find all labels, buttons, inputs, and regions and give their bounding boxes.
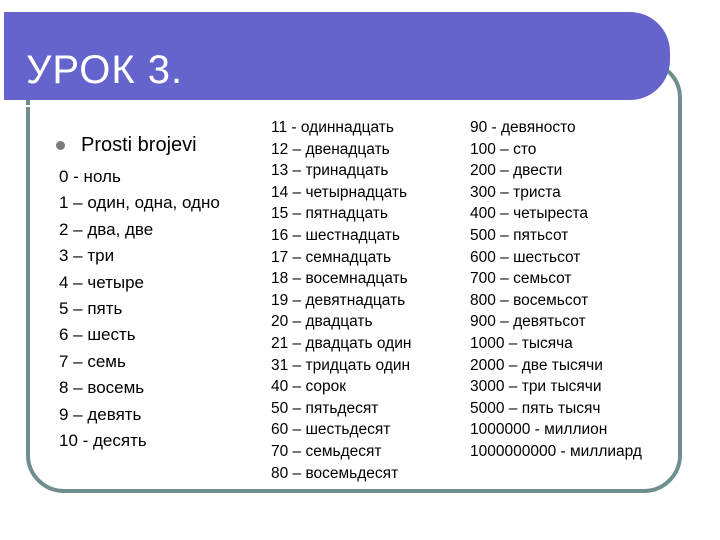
number-item: 31 – тридцать один <box>271 356 411 374</box>
number-item: 2 – два, две <box>59 219 154 239</box>
number-item: 6 – шесть <box>59 325 136 345</box>
number-item: 14 – четырнадцать <box>271 183 408 201</box>
number-item: 13 – тринадцать <box>271 162 389 180</box>
number-item: 7 – семь <box>59 351 126 371</box>
number-item: 0 - ноль <box>59 167 121 186</box>
number-item: 700 – семьсот <box>470 270 572 288</box>
number-item: 80 – восемьдесят <box>271 464 399 482</box>
number-item: 12 – двенадцать <box>271 140 390 158</box>
number-item: 9 – девять <box>59 404 142 424</box>
number-item: 200 – двести <box>470 162 563 180</box>
number-item: 17 – семнадцать <box>271 248 392 266</box>
number-item: 800 – восемьсот <box>470 291 589 309</box>
bullet-icon <box>56 141 65 150</box>
number-item: 18 – восемнадцать <box>271 270 408 288</box>
number-item: 1000000000 - миллиард <box>470 442 642 460</box>
number-item: 1 – один, одна, одно <box>59 193 220 213</box>
number-item: 10 - десять <box>59 431 147 451</box>
section-heading: Prosti brojevi <box>81 134 197 156</box>
number-item: 500 – пятьсот <box>470 226 569 244</box>
number-item: 21 – двадцать один <box>271 334 412 352</box>
number-item: 50 – пятьдесят <box>271 399 379 417</box>
number-item: 900 – девятьсот <box>470 313 586 331</box>
number-item: 600 – шестьсот <box>470 248 581 266</box>
number-item: 2000 – две тысячи <box>470 356 603 374</box>
number-item: 60 – шестьдесят <box>271 421 391 439</box>
number-item: 400 – четыреста <box>470 205 589 223</box>
number-item: 40 – сорок <box>271 378 347 396</box>
number-item: 300 – триста <box>470 183 561 201</box>
title-bar <box>4 12 670 100</box>
number-item: 3000 – три тысячи <box>470 378 602 396</box>
number-item: 3 – три <box>59 246 115 266</box>
numbers-column-1 <box>59 164 220 454</box>
number-item: 1000000 - миллион <box>470 421 608 439</box>
number-item: 5000 – пять тысяч <box>470 399 601 417</box>
number-item: 100 – сто <box>470 140 537 158</box>
number-item: 15 – пятнадцать <box>271 205 388 223</box>
number-item: 70 – семьдесят <box>271 442 382 460</box>
number-item: 4 – четыре <box>59 272 145 292</box>
numbers-column-3 <box>470 117 642 463</box>
section-heading-row <box>56 134 197 157</box>
number-item: 19 – девятнадцать <box>271 291 406 309</box>
number-item: 8 – восемь <box>59 378 145 398</box>
number-item: 1000 – тысяча <box>470 334 573 352</box>
title-underline <box>8 105 642 107</box>
number-item: 20 – двадцать <box>271 313 373 331</box>
number-item: 5 – пять <box>59 299 123 319</box>
number-item: 11 - одиннадцать <box>271 119 394 136</box>
numbers-column-2 <box>271 117 411 484</box>
slide-title: УРОК 3. <box>26 48 184 92</box>
number-item: 90 - девяносто <box>470 119 576 136</box>
number-item: 16 – шестнадцать <box>271 226 400 244</box>
